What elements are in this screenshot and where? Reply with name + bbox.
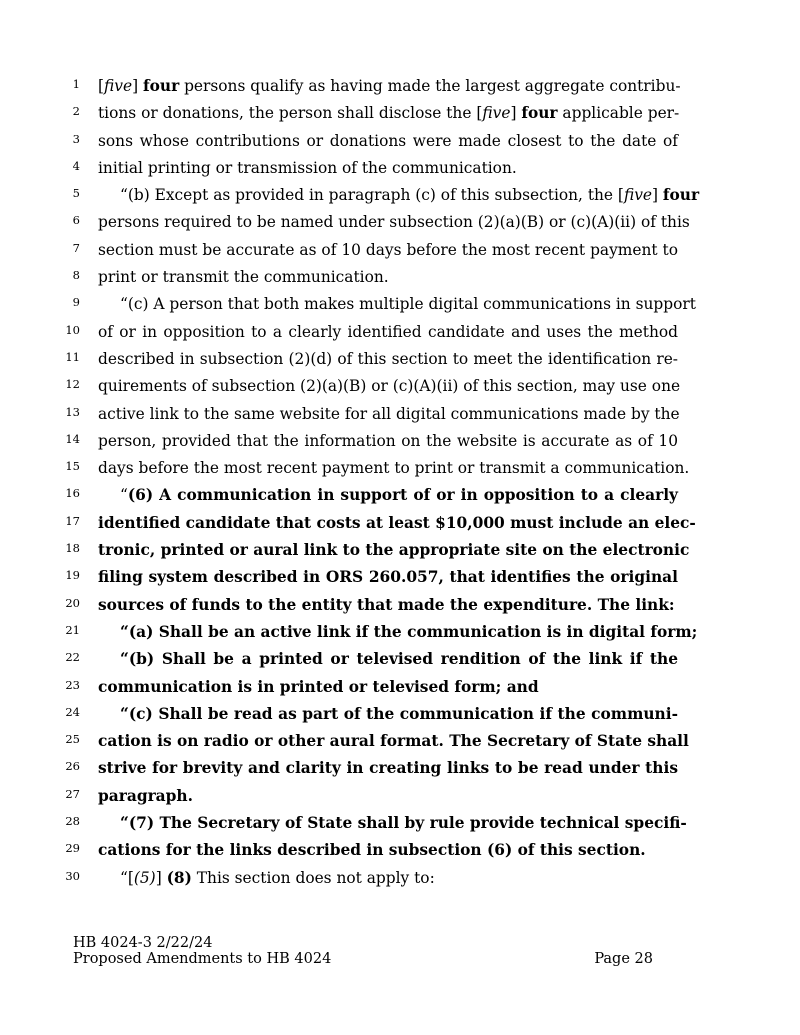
text-run: days before the most recent payment to print or transmit a communication. (98, 459, 690, 478)
line-text (98, 103, 678, 124)
bold-text: “(a) Shall be an active link if the communication is in digital form; (120, 622, 698, 641)
line-text (120, 485, 678, 506)
text-line (0, 622, 800, 649)
bold-text: paragraph. (98, 786, 193, 805)
line-number: 28 (65, 814, 80, 829)
text-line (0, 595, 800, 622)
bill-version: HB 4024-3 2/22/24 (73, 935, 213, 951)
line-text (98, 595, 678, 616)
line-number: 5 (72, 186, 80, 201)
line-number: 14 (65, 431, 80, 446)
text-run: tions or donations, the person shall disclose the [ (98, 104, 483, 123)
line-number: 17 (65, 513, 80, 528)
text-run: persons qualify as having made the largest aggregate contribu- (179, 77, 681, 95)
text-line (0, 458, 800, 485)
text-line (0, 404, 800, 431)
line-number: 21 (65, 622, 80, 637)
line-text (98, 376, 681, 397)
bold-text: tronic, printed or aural link to the appropriate site on the electronic (98, 541, 690, 560)
bold-text: identified candidate that costs at least $10,000 must include an elec- (98, 513, 696, 532)
text-line (0, 567, 800, 594)
amendment-description: Proposed Amendments to HB 4024 (73, 951, 332, 967)
line-text (98, 758, 678, 779)
line-text (98, 76, 681, 97)
text-run: person, provided that the information on the website is accurate as of 10 (98, 431, 678, 450)
bold-text: cations for the links described in subsection (6) of this section. (98, 841, 646, 860)
bold-text: filing system described in ORS 260.057, that identifies the original (98, 568, 678, 587)
text-run: ] (652, 186, 663, 205)
line-text (98, 677, 678, 698)
line-number: 27 (65, 786, 80, 801)
text-run: ] (155, 868, 167, 887)
line-number: 24 (65, 704, 80, 719)
text-line (0, 731, 800, 758)
line-text (98, 731, 689, 752)
text-line (0, 758, 800, 785)
line-text (120, 813, 687, 834)
line-text (98, 212, 690, 233)
line-text (120, 185, 700, 206)
line-text (98, 431, 678, 452)
line-number: 7 (72, 240, 80, 255)
text-line (0, 185, 800, 212)
text-line (0, 294, 800, 321)
text-line (0, 813, 800, 840)
line-text (98, 404, 678, 425)
text-line (0, 704, 800, 731)
bold-text: “(b) Shall be a printed or televised rendition of the link if the (120, 650, 678, 669)
line-number: 20 (65, 595, 80, 610)
text-run: sons whose contributions or donations were made closest to the date of (98, 131, 678, 150)
line-number: 3 (72, 131, 80, 146)
text-line (0, 840, 800, 867)
text-run: print or transmit the communication. (98, 268, 389, 287)
line-text (98, 458, 690, 479)
line-number: 29 (65, 841, 80, 856)
line-text (120, 622, 698, 643)
line-number: 18 (65, 541, 80, 556)
line-number: 16 (65, 486, 80, 501)
text-line (0, 240, 800, 267)
text-run: described in subsection (2)(d) of this section to meet the identification re- (98, 349, 678, 368)
text-run: of or in opposition to a clearly identified candidate and uses the method (98, 322, 678, 341)
line-number: 4 (72, 158, 80, 173)
bold-text: strive for brevity and clarity in creating links to be read under this (98, 759, 678, 778)
line-number: 9 (72, 295, 80, 310)
line-number: 25 (65, 732, 80, 747)
text-run: “(c) A person that both makes multiple digital communications in support (120, 295, 696, 314)
line-text (120, 649, 678, 670)
text-line (0, 131, 800, 158)
line-text (98, 322, 678, 343)
text-run: ] (510, 104, 522, 123)
line-text (98, 267, 678, 288)
page-number: Page 28 (594, 951, 653, 967)
text-line (0, 677, 800, 704)
line-number: 15 (65, 459, 80, 474)
line-number: 2 (72, 104, 80, 119)
page-footer (73, 935, 653, 967)
bold-text: four (662, 186, 700, 205)
line-text (98, 240, 678, 261)
text-run: This section does not apply to: (191, 868, 435, 887)
bold-text: cation is on radio or other aural format. The Secretary of State shall (98, 732, 689, 751)
line-number: 26 (65, 759, 80, 774)
text-line (0, 513, 800, 540)
text-run: quirements of subsection (2)(a)(B) or (c)(A)(ii) of this section, may use one (98, 377, 681, 396)
bold-text: “(c) Shall be read as part of the communication if the communi- (120, 704, 678, 723)
text-line (0, 540, 800, 567)
line-number: 1 (72, 77, 80, 91)
text-line (0, 103, 800, 130)
text-run: applicable per- (557, 104, 680, 123)
line-text (98, 840, 678, 861)
italic-text: five (104, 77, 133, 95)
text-line (0, 868, 800, 895)
line-text (120, 868, 678, 889)
line-number: 8 (72, 268, 80, 283)
line-text (98, 131, 678, 152)
text-run: [ (98, 77, 105, 95)
text-run: persons required to be named under subsection (2)(a)(B) or (c)(A)(ii) of this (98, 213, 690, 232)
bold-text: four (521, 104, 558, 123)
text-line (0, 376, 800, 403)
line-text (98, 567, 678, 588)
line-number: 11 (65, 349, 80, 364)
line-number: 6 (72, 213, 80, 228)
line-text (120, 704, 678, 725)
text-run: active link to the same website for all digital communications made by the (98, 404, 680, 423)
bold-text: communication is in printed or televised form; and (98, 677, 539, 696)
text-line (0, 485, 800, 512)
line-text (98, 540, 690, 561)
line-text (98, 349, 678, 370)
text-run: “ (120, 486, 128, 505)
bold-text: four (143, 77, 180, 95)
text-line (0, 212, 800, 239)
text-line (0, 158, 800, 185)
line-number: 12 (65, 377, 80, 392)
italic-text: five (482, 104, 511, 123)
text-run: ] (132, 77, 143, 95)
line-number: 13 (65, 404, 80, 419)
text-line (0, 76, 800, 103)
line-number: 23 (65, 677, 80, 692)
bold-text: sources of funds to the entity that made the expenditure. The link: (98, 595, 675, 614)
text-line (0, 267, 800, 294)
document-body (0, 76, 800, 895)
italic-text: (5) (133, 868, 156, 887)
text-line (0, 349, 800, 376)
line-text (98, 786, 678, 807)
italic-text: five (623, 186, 653, 205)
text-run: initial printing or transmission of the communication. (98, 158, 517, 177)
bold-text: “(7) The Secretary of State shall by rule provide technical specifi- (120, 814, 687, 833)
line-text (98, 513, 696, 534)
line-number: 22 (65, 650, 80, 665)
text-run: “(b) Except as provided in paragraph (c) of this subsection, the [ (120, 186, 624, 205)
text-line (0, 649, 800, 676)
text-run: section must be accurate as of 10 days before the most recent payment to (98, 240, 678, 259)
text-run: “[ (120, 868, 134, 887)
bold-text: (8) (166, 868, 192, 887)
line-text (98, 158, 678, 179)
text-line (0, 322, 800, 349)
bold-text: (6) A communication in support of or in opposition to a clearly (127, 486, 678, 505)
line-number: 19 (65, 568, 80, 583)
text-line (0, 431, 800, 458)
line-text (120, 294, 696, 315)
text-line (0, 786, 800, 813)
line-number: 10 (65, 322, 80, 337)
line-number: 30 (65, 868, 80, 883)
